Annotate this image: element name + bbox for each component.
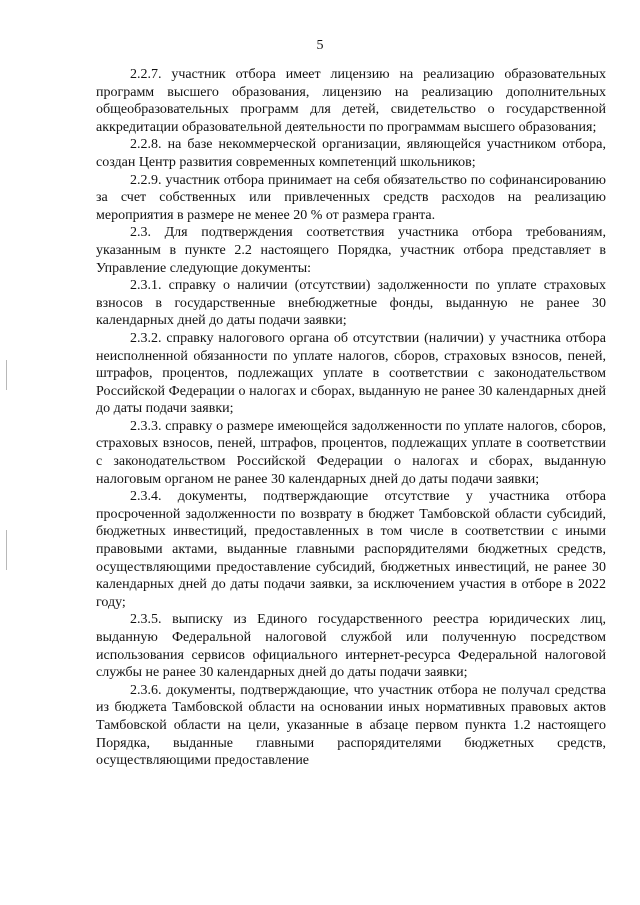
paragraph-2-3-1: 2.3.1. справку о наличии (отсутствии) задолженности по уплате страховых взносов в государственные внебюджетные фонды, выданную не ранее 30 календарных дней до даты подачи заявки; <box>96 278 606 329</box>
paragraph-2-2-9: 2.2.9. участник отбора принимает на себя обязательство по софинансированию за счет собственных или привлеченных средств расходов на реализацию мероприятия в размере не менее 20 % от размера гранта. <box>96 172 606 223</box>
paragraph-2-3-2: 2.3.2. справку налогового органа об отсутствии (наличии) у участника отбора неисполненной обязанности по уплате налогов, сборов, страховых взносов, пеней, штрафов, процентов, подлежащих уплате в соответствии с законодательством Российской Федерации о налогах и сборах, выданную не ранее 30 календарных дней до даты подачи заявки; <box>96 330 606 417</box>
scan-edge-mark <box>6 360 7 390</box>
paragraph-2-3-6: 2.3.6. документы, подтверждающие, что участник отбора не получал средства из бюджета Тамбовской области на основании иных нормативных правовых актов Тамбовской области на цели, указанные в абзаце первом пункта 1.2 настоящего Порядка, выданные главными распорядителями бюджетных средств, осуществляющими предоставление <box>96 682 606 769</box>
document-body <box>96 66 606 770</box>
paragraph-2-3-3: 2.3.3. справку о размере имеющейся задолженности по уплате налогов, сборов, страховых взносов, пеней, штрафов, процентов, подлежащих уплате в соответствии с законодательством Российской Федерации о налогах и сборах, выданную налоговым органом не ранее 30 календарных дней до даты подачи заявки; <box>96 418 606 487</box>
paragraph-2-2-7: 2.2.7. участник отбора имеет лицензию на реализацию образовательных программ высшего образования, лицензию на реализацию дополнительных общеобразовательных программ для детей, свидетельство о государственной аккредитации образовательной деятельности по программам высшего образования; <box>96 67 606 135</box>
scan-edge-mark <box>6 530 7 570</box>
paragraph-2-3-4: 2.3.4. документы, подтверждающие отсутствие у участника отбора просроченной задолженности по возврату в бюджет Тамбовской области субсидий, бюджетных инвестиций, предоставленных в том числе в соответствии с иными правовыми актами, выданные главными распорядителями бюджетных средств, осуществляющими предоставление субсидий, бюджетных инвестиций, не ранее 30 календарных дней до даты подачи заявки, за исключением участия в отборе в 2022 году; <box>96 489 606 610</box>
paragraph-2-3: 2.3. Для подтверждения соответствия участника отбора требованиям, указанным в пункте 2.2 настоящего Порядка, участник отбора представляет в Управление следующие документы: <box>96 225 606 276</box>
paragraph-2-3-5: 2.3.5. выписку из Единого государственного реестра юридических лиц, выданную Федеральной налоговой службой или полученную посредством использования сервисов официального интернет-ресурса Федеральной налоговой службы не ранее 30 календарных дней до даты подачи заявки; <box>96 612 606 681</box>
paragraph-2-2-8: 2.2.8. на базе некоммерческой организации, являющейся участником отбора, создан Центр развития современных компетенций школьников; <box>96 137 606 170</box>
page-number: 5 <box>316 38 324 53</box>
